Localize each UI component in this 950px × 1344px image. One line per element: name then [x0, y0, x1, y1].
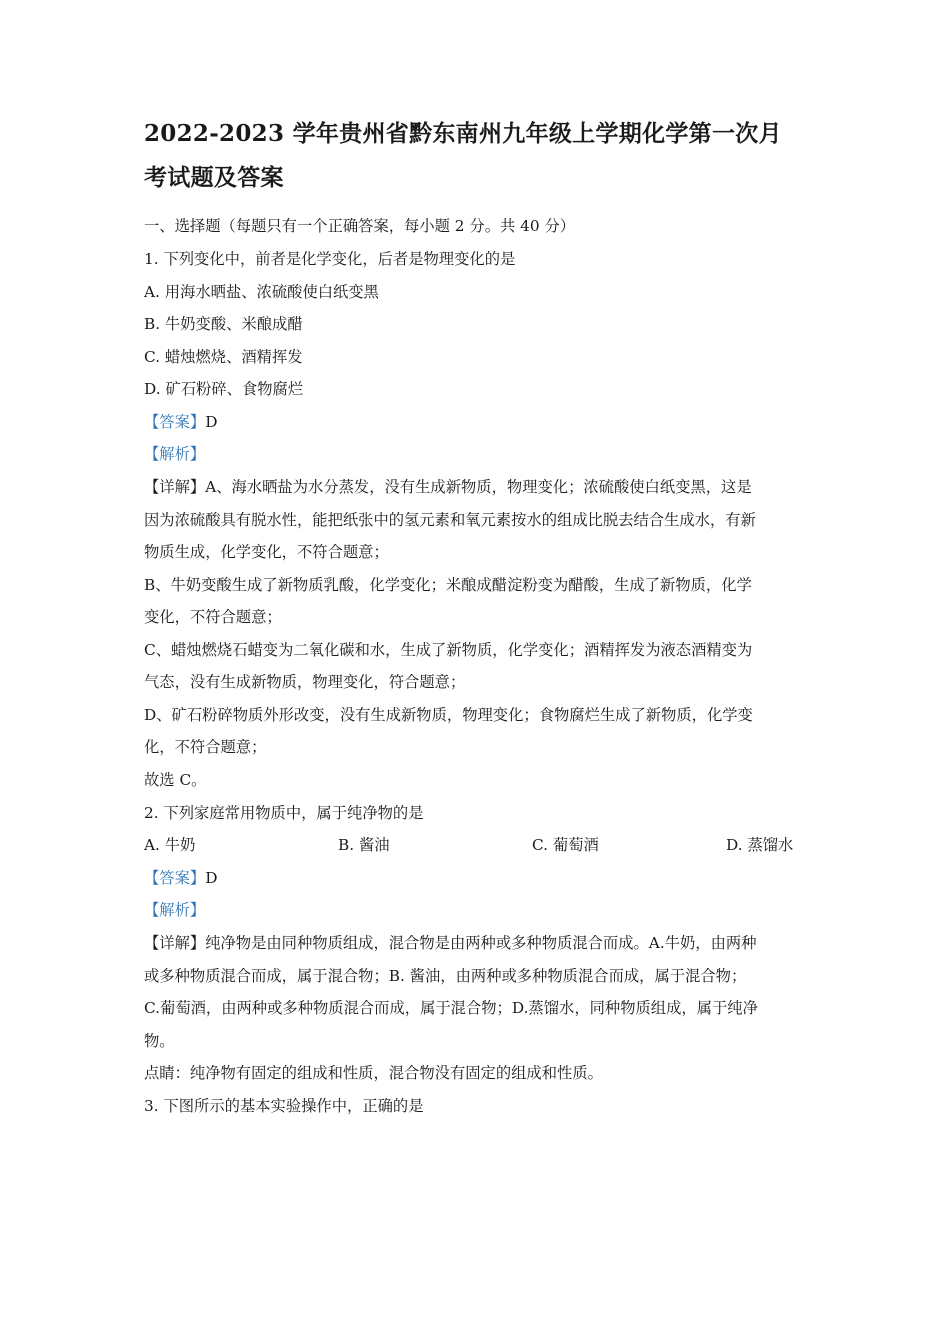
q1-detail-line: D、矿石粉碎物质外形改变，没有生成新物质，物理变化；食物腐烂生成了新物质，化学变 [144, 706, 753, 724]
q1-analysis-tag: 【解析】 [144, 445, 206, 463]
answer-tag: 【答案】 [144, 413, 206, 431]
q2-analysis-tag: 【解析】 [144, 901, 206, 919]
q2-detail-line: 物。 [144, 1032, 175, 1050]
q2-answer [144, 868, 217, 888]
document-title [144, 112, 824, 200]
q1-conclusion: 故选 C。 [144, 771, 207, 789]
q2-option-a: A. 牛奶 [144, 836, 196, 854]
q2-stem: 2. 下列家庭常用物质中，属于纯净物的是 [144, 804, 424, 822]
q1-option-d: D. 矿石粉碎、食物腐烂 [144, 380, 304, 398]
q1-detail-line: 变化，不符合题意； [144, 608, 282, 626]
q1-detail-line: 因为浓硫酸具有脱水性，能把纸张中的氢元素和氧元素按水的组成比脱去结合生成水，有新 [144, 511, 756, 529]
q2-detail-line: 【详解】纯净物是由同种物质组成，混合物是由两种或多种物质混合而成。A.牛奶，由两种 [144, 934, 757, 952]
q2-option-c: C. 葡萄酒 [532, 836, 599, 854]
q1-detail-line: C、蜡烛燃烧石蜡变为二氧化碳和水，生成了新物质，化学变化；酒精挥发为液态酒精变为 [144, 641, 753, 659]
q1-answer [144, 412, 217, 432]
q1-detail-line: 化，不符合题意； [144, 738, 267, 756]
answer-value: D [205, 869, 218, 887]
q1-detail-line: 【详解】A、海水晒盐为水分蒸发，没有生成新物质，物理变化；浓硫酸使白纸变黑，这是 [144, 478, 752, 496]
q1-option-c: C. 蜡烛燃烧、酒精挥发 [144, 348, 303, 366]
q1-detail-line: 气态，没有生成新物质，物理变化，符合题意； [144, 673, 466, 691]
q1-stem: 1. 下列变化中，前者是化学变化，后者是物理变化的是 [144, 250, 516, 268]
answer-value: D [205, 413, 218, 431]
q3-stem: 3. 下图所示的基本实验操作中，正确的是 [144, 1097, 424, 1115]
answer-tag: 【答案】 [144, 869, 206, 887]
section-heading: 一、选择题（每题只有一个正确答案，每小题 2 分。共 40 分） [144, 217, 576, 235]
q1-detail-line: B、牛奶变酸生成了新物质乳酸，化学变化；米酿成醋淀粉变为醋酸，生成了新物质，化学 [144, 576, 752, 594]
q1-detail-line: 物质生成，化学变化，不符合题意； [144, 543, 389, 561]
q2-option-b: B. 酱油 [338, 836, 390, 854]
title-line-2: 考试题及答案 [144, 164, 284, 191]
q2-detail-line: 或多种物质混合而成，属于混合物；B. 酱油，由两种或多种物质混合而成，属于混合物； [144, 967, 747, 985]
q1-option-b: B. 牛奶变酸、米酿成醋 [144, 315, 303, 333]
title-line-1: 2022-2023 学年贵州省黔东南州九年级上学期化学第一次月 [144, 120, 782, 147]
q2-option-d: D. 蒸馏水 [726, 836, 794, 854]
q2-note: 点睛：纯净物有固定的组成和性质，混合物没有固定的组成和性质。 [144, 1064, 603, 1082]
q1-option-a: A. 用海水晒盐、浓硫酸使白纸变黑 [144, 283, 379, 301]
q2-detail-line: C.葡萄酒，由两种或多种物质混合而成，属于混合物；D.蒸馏水，同种物质组成，属于纯净 [144, 999, 758, 1017]
